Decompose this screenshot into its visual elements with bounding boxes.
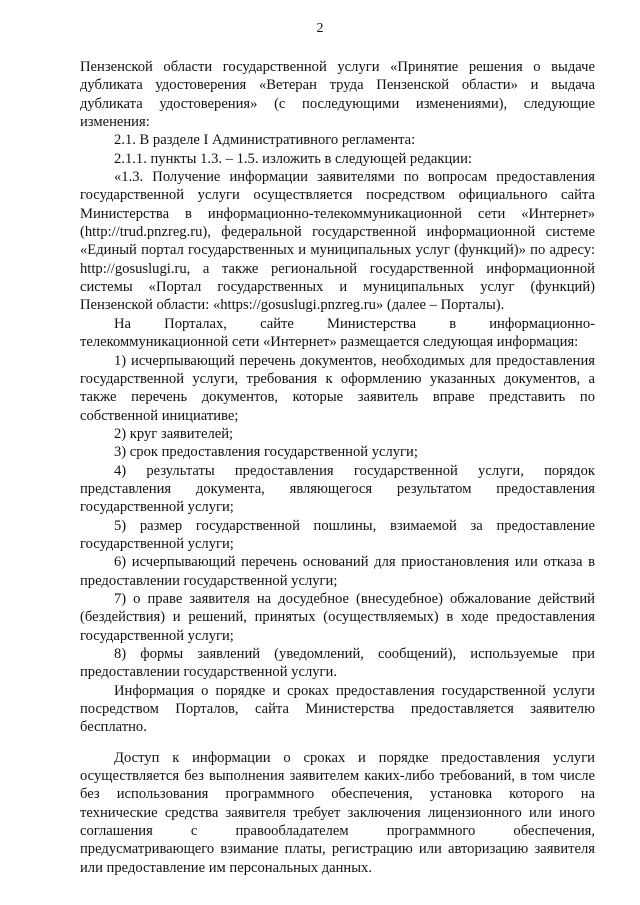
paragraph-continuation: Пензенской области государственной услуги «Принятие решения о выдаче дубликата удостоверения «Ветеран труда Пензенской области» и выдача дубликата удостоверения» (с последующими изменениями), следующие изменения: (80, 59, 595, 131)
list-item-6: 6) исчерпывающий перечень оснований для приостановления или отказа в предоставлении государственной услуги; (80, 554, 595, 589)
paragraph-section-2-1-1: 2.1.1. пункты 1.3. – 1.5. изложить в следующей редакции: (114, 150, 472, 167)
paragraph-free-info: Информация о порядке и сроках предоставления государственной услуги посредством Порталов, сайта Министерства предоставляется заявителю бесплатно. (80, 682, 595, 736)
paragraph-section-2-1: 2.1. В разделе I Административного регламента: (114, 132, 416, 149)
paragraph-clause-1-3: «1.3. Получение информации заявителями по вопросам предоставления государственной услуги осуществляется посредством официального сайта Министерства в информационно-телекоммуникационной сети «Интернет» (http://trud.pnzreg.ru), федеральной государственной информационной системе «Единый портал государственных и муниципальных услуг (функций)» по адресу: http://gosuslugi.ru, а также региональной государственной информационной системы «Портал государственных и муниципальных услуг (функций) Пензенской области: «https://gosuslugi.pnzreg.ru» (далее – Порталы). (80, 169, 595, 314)
list-item-7: 7) о праве заявителя на досудебное (внесудебное) обжалование действий (бездействия) и решений, принятых (осуществляемых) в ходе предоставления государственной услуги; (80, 590, 595, 644)
list-item-8: 8) формы заявлений (уведомлений, сообщений), используемые при предоставлении государственной услуги. (80, 646, 595, 681)
document-body (80, 58, 595, 877)
list-item-4: 4) результаты предоставления государственной услуги, порядок представления документа, являющегося результатом предоставления государственной услуги; (80, 462, 595, 516)
list-item-2: 2) круг заявителей; (114, 425, 234, 442)
page-number: 2 (316, 21, 324, 36)
paragraph-access-info: Доступ к информации о сроках и порядке предоставления услуги осуществляется без выполнения заявителем каких-либо требований, в том числе без использования программного обеспечения, установка которого на технические средства заявителя требует заключения лицензионного или иного соглашения с правообладателем программного обеспечения, предусматривающего взимание платы, регистрацию или авторизацию заявителя или предоставление им персональных данных. (80, 749, 595, 876)
list-item-3: 3) срок предоставления государственной услуги; (114, 444, 418, 461)
list-item-5: 5) размер государственной пошлины, взимаемой за предоставление государственной услуги; (80, 517, 595, 552)
list-item-1: 1) исчерпывающий перечень документов, необходимых для предоставления государственной услуги, требования к оформлению указанных документов, а также перечень документов, которые заявитель вправе представить по собственной инициативе; (80, 352, 595, 424)
paragraph-portals-info: На Порталах, сайте Министерства в информационно-телекоммуникационной сети «Интернет» размещается следующая информация: (80, 315, 595, 351)
